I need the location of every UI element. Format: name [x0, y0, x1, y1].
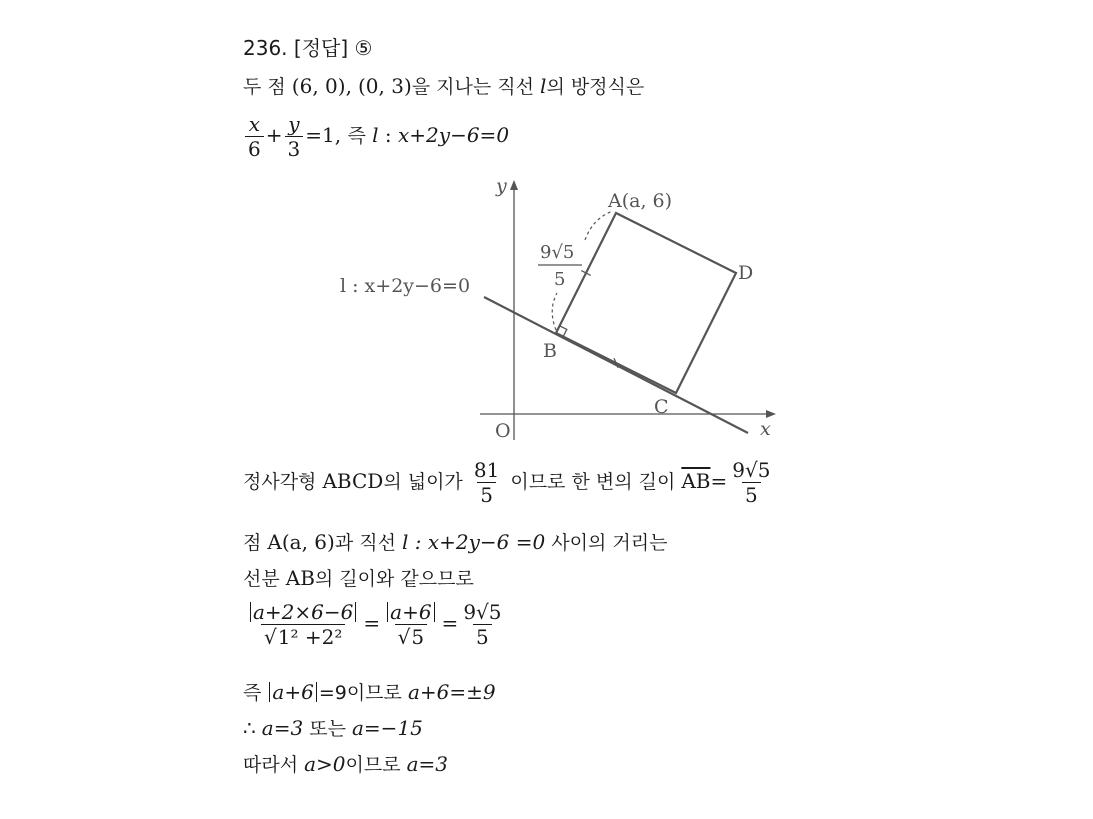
therefore-symbol: ∴ [243, 716, 256, 740]
statement-middle: 을 지나는 직선 [411, 76, 534, 98]
final-answer: a=3 [406, 752, 449, 776]
standard-form-equation: x+2y−6=0 [398, 123, 510, 147]
distance-fraction-1: $\frac{a+2\times 6-6}{\text{√1² +2²}}$ [245, 600, 361, 649]
solution-step-6: ∴ a=3 또는 a=−15 [243, 716, 423, 740]
problem-heading: 236. [정답] ⑤ [243, 36, 373, 60]
distance-formula: $\frac{a+2\times 6-6}{\text{√1² +2²}}$ = $\frac{a+6}{√5}$ = $\frac{9√5}{5}$ [243, 600, 507, 649]
jeuk-word: 즉 [347, 125, 366, 147]
line-variable: l [540, 74, 547, 98]
y-intercept-fraction: $\frac{y}{3}$ [285, 112, 304, 161]
vertex-b-label: B [543, 340, 557, 362]
segment-ab: $\overline{AB}$ [681, 469, 711, 493]
solution-step-7: 따라서 a>0이므로 a=3 [243, 752, 449, 776]
line-equation: $\frac{x}{6}$ + $\frac{y}{3}$ =1, 즉 l : x+2y−6=0 [243, 112, 509, 161]
solution-step-2: 점 A(a, 6)과 직선 l : x+2y−6 =0 사이의 거리는 [243, 530, 668, 554]
y-axis-label: y [496, 175, 507, 197]
vertex-a-label: A(a, 6) [608, 190, 673, 212]
statement-prefix: 두 점 [243, 76, 286, 98]
vertex-d-label: D [738, 262, 754, 284]
point-two: (0, 3) [357, 74, 412, 98]
y-axis-arrow-icon [510, 180, 518, 190]
x-intercept-fraction: $\frac{x}{6}$ [245, 112, 264, 161]
solution-step-1: 정사각형 ABCD의 넓이가 $\frac{81}{5}$ 이므로 한 변의 길이 $\overline{AB}=$ $\frac{9√5}{5}$ [243, 458, 775, 507]
side-length-numerator: 9√5 [540, 242, 575, 263]
distance-fraction-2: $\frac{a+6}{√5}$ [382, 600, 439, 649]
x-axis-arrow-icon [766, 410, 776, 418]
square-abcd [556, 213, 736, 393]
distance-fraction-3: $\frac{9√5}{5}$ [463, 600, 502, 649]
x-axis-label: x [760, 418, 771, 440]
side-length-fraction: $\frac{9√5}{5}$ [732, 458, 771, 507]
line-l-label: l : x+2y−6=0 [340, 275, 471, 297]
side-length-denominator: 5 [554, 269, 566, 290]
origin-label: O [495, 420, 511, 442]
solution-step-3: 선분 AB의 길이와 같으므로 [243, 566, 474, 590]
solution-step-5: 즉 a+6 =9이므로 a+6=±9 [243, 680, 496, 704]
statement-end: 의 방정식은 [546, 76, 645, 98]
vertex-c-label: C [654, 396, 669, 418]
area-fraction: $\frac{81}{5}$ [473, 458, 500, 507]
point-one: (6, 0), [291, 74, 352, 98]
dashed-arc-lower [552, 293, 557, 330]
line-l [484, 297, 748, 433]
